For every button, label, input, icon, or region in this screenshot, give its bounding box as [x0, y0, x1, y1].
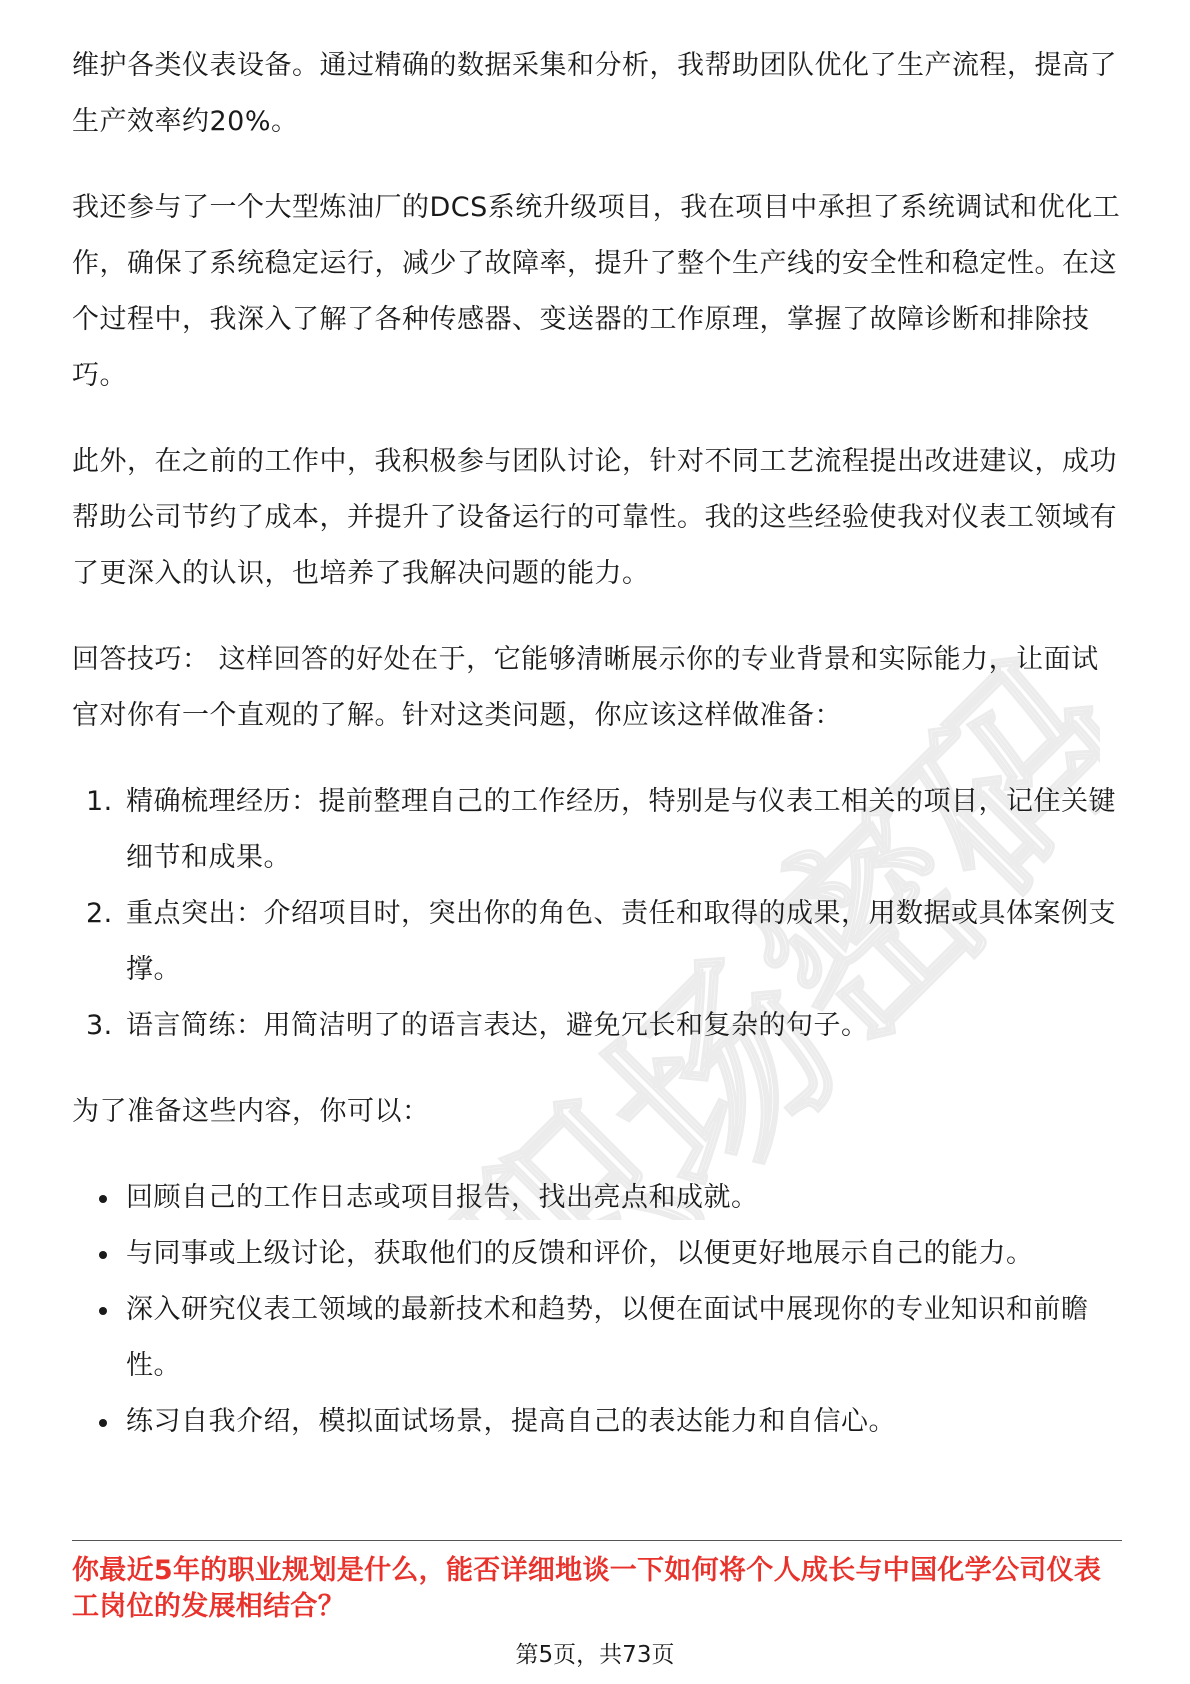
page-number: 第5页，共73页: [515, 1642, 675, 1668]
paragraph-3: 此外，在之前的工作中，我积极参与团队讨论，针对不同工艺流程提出改进建议，成功帮助公司节约了成本，并提升了设备运行的可靠性。我的这些经验使我对仪表工领域有了更深入的认识，也培养了我解决问题的能力。: [72, 446, 1117, 589]
list-item-text: 语言简练：用简洁明了的语言表达，避免冗长和复杂的句子。: [126, 1010, 869, 1041]
tips-ordered-list: [72, 774, 1122, 1054]
list-number: 3.: [86, 1010, 113, 1041]
list-item-text: 练习自我介绍，模拟面试场景，提高自己的表达能力和自信心。: [126, 1406, 896, 1437]
list-item-text: 与同事或上级讨论，获取他们的反馈和评价，以便更好地展示自己的能力。: [126, 1238, 1034, 1269]
prep-bullet-list: [72, 1170, 1122, 1450]
list-item: [72, 1282, 1122, 1394]
bullet-icon: [99, 1419, 107, 1427]
list-item-text: 回顾自己的工作日志或项目报告，找出亮点和成就。: [126, 1182, 759, 1213]
list-number: 2.: [86, 898, 113, 929]
list-item: [72, 1170, 1122, 1226]
list-item: [72, 886, 1122, 998]
list-item-text: 深入研究仪表工领域的最新技术和趋势，以便在面试中展现你的专业知识和前瞻性。: [126, 1294, 1089, 1381]
next-question-heading: 你最近5年的职业规划是什么，能否详细地谈一下如何将个人成长与中国化学公司仪表工岗位的发展相结合？: [72, 1555, 1102, 1622]
paragraph-1: 维护各类仪表设备。通过精确的数据采集和分析，我帮助团队优化了生产流程，提高了生产效率约20%。: [72, 50, 1117, 137]
prep-intro: 为了准备这些内容，你可以：: [72, 1096, 430, 1127]
list-item: [72, 1394, 1122, 1450]
paragraph-2: 我还参与了一个大型炼油厂的DCS系统升级项目，我在项目中承担了系统调试和优化工作，确保了系统稳定运行，减少了故障率，提升了整个生产线的安全性和稳定性。在这个过程中，我深入了解了各种传感器、变送器的工作原理，掌握了故障诊断和排除技巧。: [72, 192, 1121, 391]
list-item: [72, 774, 1122, 886]
document-body: [72, 38, 1122, 1480]
watermark-text: 职场密码: [413, 618, 1100, 1220]
list-item: [72, 998, 1122, 1054]
list-item-text: 精确梳理经历：提前整理自己的工作经历，特别是与仪表工相关的项目，记住关键细节和成果。: [126, 786, 1116, 873]
list-item: [72, 1226, 1122, 1282]
bullet-icon: [99, 1251, 107, 1259]
bullet-icon: [99, 1195, 107, 1203]
list-number: 1.: [86, 786, 113, 817]
list-item-text: 重点突出：介绍项目时，突出你的角色、责任和取得的成果，用数据或具体案例支撑。: [126, 898, 1116, 985]
answer-tips: 回答技巧： 这样回答的好处在于，它能够清晰展示你的专业背景和实际能力，让面试官对你有一个直观的了解。针对这类问题，你应该这样做准备：: [72, 644, 1099, 731]
section-divider: [72, 1540, 1122, 1541]
bullet-icon: [99, 1307, 107, 1315]
